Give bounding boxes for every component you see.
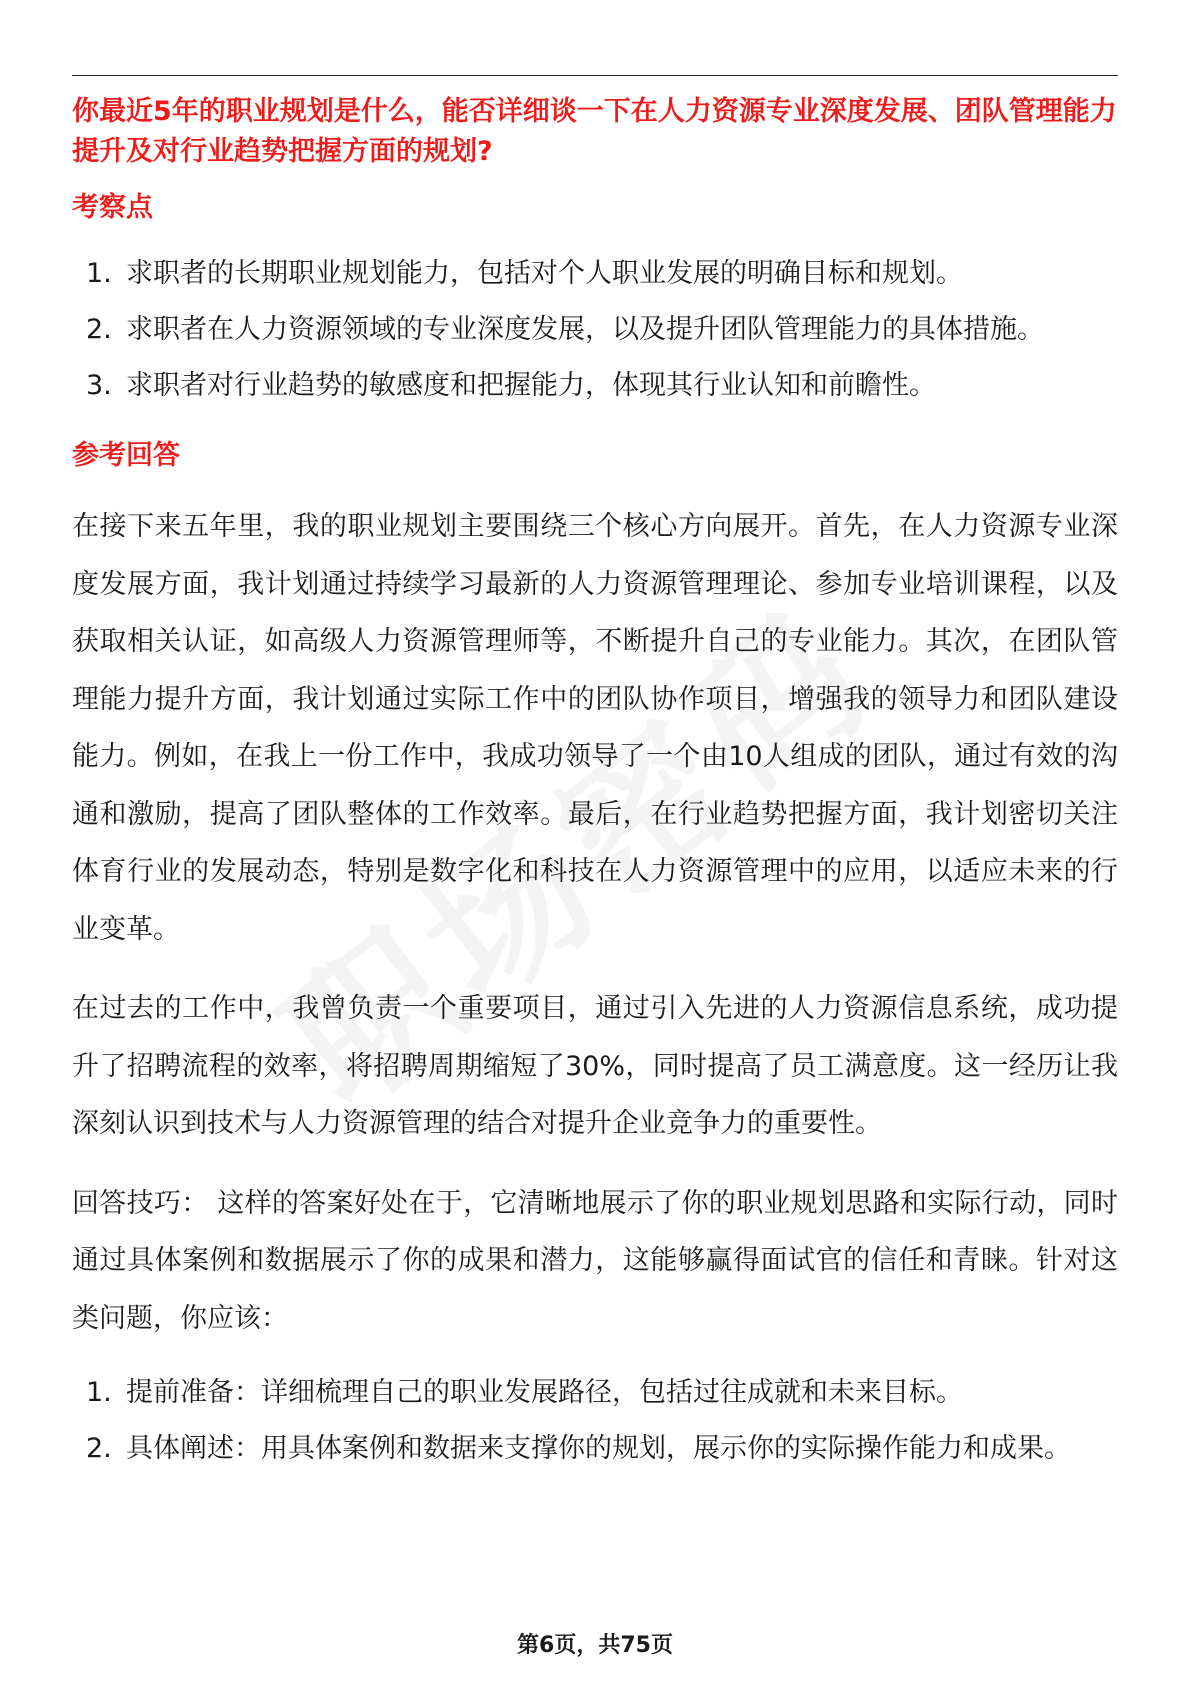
list-item: [72, 302, 1118, 358]
tips-paragraph: 回答技巧： 这样的答案好处在于，它清晰地展示了你的职业规划思路和实际行动，同时通过具体案例和数据展示了你的成果和潜力，这能够赢得面试官的信任和青睐。针对这类问题，你应该：: [72, 1187, 1118, 1334]
section-title-points: 考察点: [72, 192, 153, 223]
list-text: 求职者的长期职业规划能力，包括对个人职业发展的明确目标和规划。: [126, 258, 963, 289]
list-item: [72, 1421, 1118, 1477]
tips-list: [72, 1365, 1118, 1477]
section-title-answer: 参考回答: [72, 440, 180, 471]
list-item: [72, 1365, 1118, 1421]
list-text: 求职者在人力资源领域的专业深度发展，以及提升团队管理能力的具体措施。: [126, 314, 1044, 345]
answer-paragraph: 在接下来五年里，我的职业规划主要围绕三个核心方向展开。首先，在人力资源专业深度发展方面，我计划通过持续学习最新的人力资源管理理论、参加专业培训课程，以及获取相关认证，如高级人力资源管理师等，不断提升自己的专业能力。其次，在团队管理能力提升方面，我计划通过实际工作中的团队协作项目，增强我的领导力和团队建设能力。例如，在我上一份工作中，我成功领导了一个由10人组成的团队，通过有效的沟通和激励，提高了团队整体的工作效率。最后，在行业趋势把握方面，我计划密切关注体育行业的发展动态，特别是数字化和科技在人力资源管理中的应用，以适应未来的行业变革。: [72, 511, 1118, 945]
list-text: 求职者对行业趋势的敏感度和把握能力，体现其行业认知和前瞻性。: [126, 370, 936, 401]
list-number: 2.: [86, 314, 112, 345]
page-footer: 第6页，共75页: [517, 1633, 673, 1658]
list-number: 3.: [86, 370, 112, 401]
list-text: 具体阐述：用具体案例和数据来支撑你的规划，展示你的实际操作能力和成果。: [126, 1433, 1071, 1464]
list-number: 1.: [86, 258, 112, 289]
experience-paragraph: 在过去的工作中，我曾负责一个重要项目，通过引入先进的人力资源信息系统，成功提升了招聘流程的效率，将招聘周期缩短了30%，同时提高了员工满意度。这一经历让我深刻认识到技术与人力资源管理的结合对提升企业竞争力的重要性。: [72, 993, 1118, 1139]
page-content: [72, 92, 1118, 1477]
top-divider: [72, 75, 1118, 76]
question-heading: 你最近5年的职业规划是什么，能否详细谈一下在人力资源专业深度发展、团队管理能力提升及对行业趋势把握方面的规划?: [72, 96, 1117, 167]
list-number: 2.: [86, 1433, 112, 1464]
list-number: 1.: [86, 1377, 112, 1408]
list-item: [72, 246, 1118, 302]
list-text: 提前准备：详细梳理自己的职业发展路径，包括过往成就和未来目标。: [126, 1377, 963, 1408]
list-item: [72, 358, 1118, 414]
points-list: [72, 246, 1118, 414]
